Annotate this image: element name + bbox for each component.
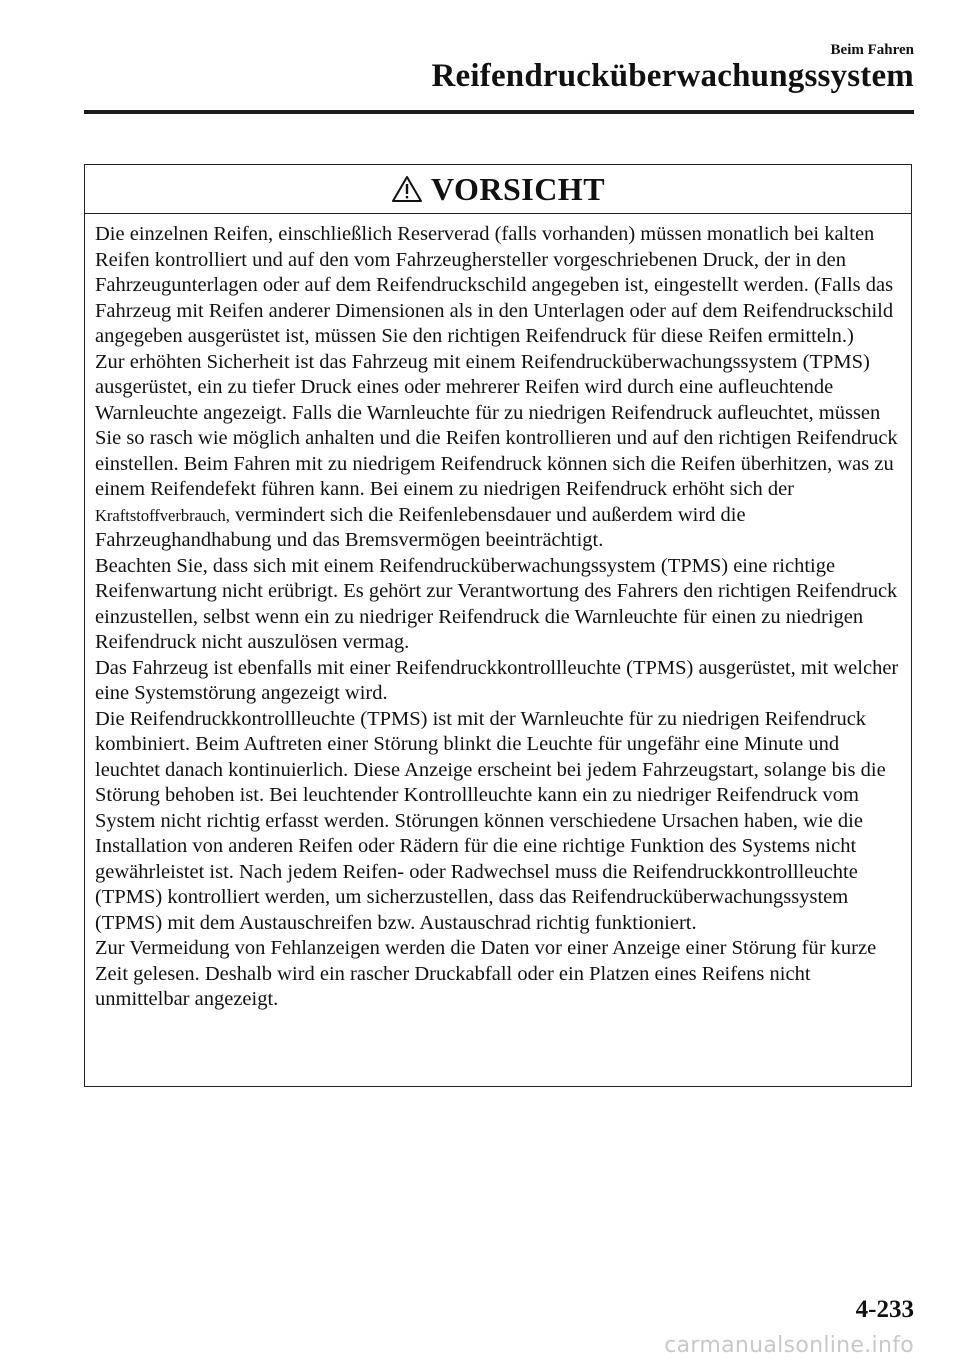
- caution-paragraph: [95, 350, 903, 554]
- caution-paragraph: Das Fahrzeug ist ebenfalls mit einer Reifendruckkontrollleuchte (TPMS) ausgerüstet, mit welcher eine Systemstörung angezeigt wird.: [95, 656, 899, 704]
- caution-text-small: Kraftstoffverbrauch,: [95, 505, 230, 525]
- page-title: Reifendrucküberwachungssystem: [431, 58, 914, 94]
- caution-label: VORSICHT: [430, 170, 606, 207]
- caution-paragraph: Zur Vermeidung von Fehlanzeigen werden die Daten vor einer Anzeige einer Störung für kurze Zeit gelesen. Deshalb wird ein rascher Druckabfall oder ein Platzen eines Reifens nicht unmittelbar angezeigt.: [95, 937, 877, 1010]
- caution-paragraph: Die Reifendruckkontrollleuchte (TPMS) ist mit der Warnleuchte für zu niedrigen Reifendruck kombiniert. Beim Auftreten einer Störung blinkt die Leuchte für ungefähr eine Minute und leuchtet danach kontinuierlich. Diese Anzeige erscheint bei jedem Fahrzeugstart, solange bis die Störung behoben ist. Bei leuchtender Kontrollleuchte kann ein zu niedriger Reifendruck vom System nicht richtig erfasst werden. Störungen können verschiedene Ursachen haben, wie die Installation von anderen Reifen oder Rädern für die eine richtige Funktion des Systems nicht gewährleistet ist. Nach jedem Reifen- oder Radwechsel muss die Reifendruckkontrollleuchte (TPMS) kontrolliert werden, um sicherzustellen, dass das Reifendrucküberwachungssystem (TPMS) mit dem Austauschreifen bzw. Austauschrad richtig funktioniert.: [95, 707, 886, 934]
- warning-triangle-icon: [391, 175, 423, 203]
- caution-box: [84, 164, 912, 1087]
- page-number: 4-233: [855, 1296, 914, 1323]
- header-divider: [84, 110, 914, 114]
- caution-header: [85, 165, 911, 214]
- watermark: carmanualsonline.info: [664, 1333, 914, 1358]
- section-label: Beim Fahren: [830, 42, 914, 58]
- caution-body: [85, 214, 911, 1013]
- caution-paragraph: Die einzelnen Reifen, einschließlich Reserverad (falls vorhanden) müssen monatlich bei kalten Reifen kontrolliert und auf den vom Fahrzeughersteller vorgeschriebenen Druck, der in den Fahrzeugunterlagen oder auf dem Reifendruckschild angegeben ist, eingestellt werden. (Falls das Fahrzeug mit Reifen anderer Dimensionen als in den Unterlagen oder auf dem Reifendruckschild angegeben ausgerüstet ist, müssen Sie den richtigen Reifendruck für diese Reifen ermitteln.): [95, 223, 894, 347]
- caution-text: Zur erhöhten Sicherheit ist das Fahrzeug mit einem Reifendrucküberwachungssystem (TPMS) ausgerüstet, ein zu tiefer Druck eines oder mehrerer Reifen wird durch eine aufleuchtende Warnleuchte angezeigt. Falls die Warnleuchte für zu niedrigen Reifendruck aufleuchtet, müssen Sie so rasch wie möglich anhalten und die Reifen kontrollieren und auf den richtigen Reifendruck einstellen. Beim Fahren mit zu niedrigem Reifendruck können sich die Reifen überhitzen, was zu einem Reifendefekt führen kann. Bei einem zu niedrigen Reifendruck erhöht sich der: [95, 350, 898, 500]
- caution-text: vermindert sich die Reifenlebensdauer und außerdem wird die Fahrzeughandhabung und das Bremsvermögen beeinträchtigt.: [95, 503, 746, 551]
- caution-paragraph: Beachten Sie, dass sich mit einem Reifendrucküberwachungssystem (TPMS) eine richtige Reifenwartung nicht erübrigt. Es gehört zur Verantwortung des Fahrers den richtigen Reifendruck einzustellen, selbst wenn ein zu niedriger Reifendruck die Warnleuchte für einen zu niedrigen Reifendruck nicht auszulösen vermag.: [95, 554, 898, 653]
